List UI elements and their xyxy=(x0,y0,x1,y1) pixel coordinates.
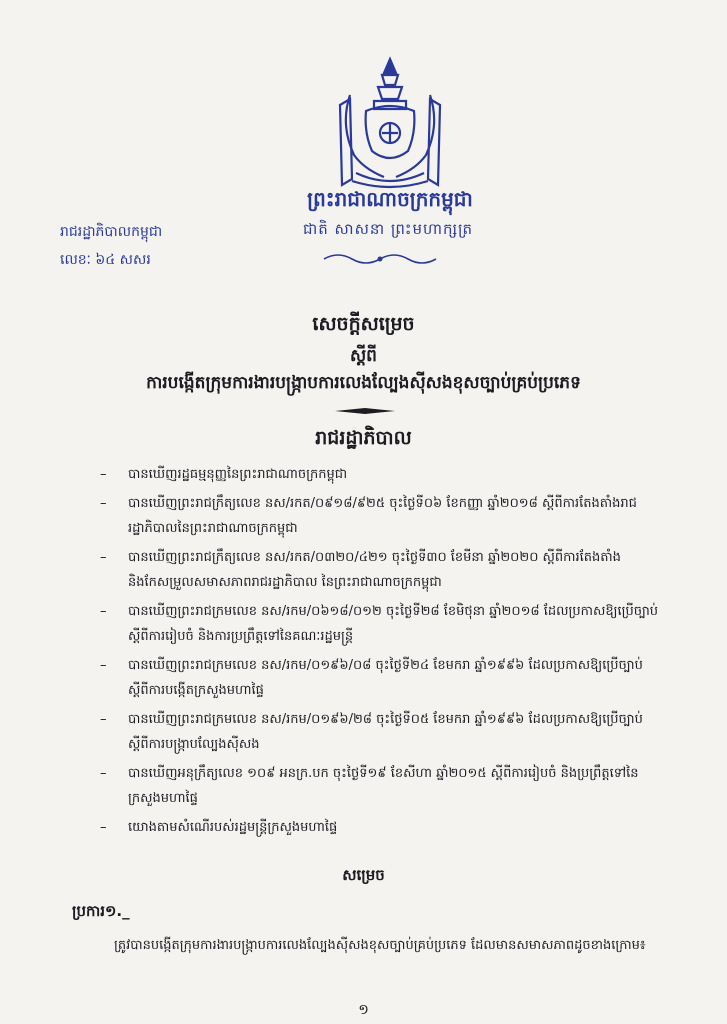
preamble-text: បានឃើញព្រះរាជក្រមលេខ នស/រកម/០១៩៦/០៨ ចុះថ្ងៃទី២៤ ខែមករា ឆ្នាំ១៩៩៦ ដែលប្រកាសឱ្យប្រើច្បាប់ស្តីពីការបង្កើតក្រសួងមហាផ្ទៃ xyxy=(128,658,643,698)
list-item: – បានឃើញព្រះរាជក្រឹត្យលេខ នស/រកត/០៣២០/៤២១ ចុះថ្ងៃទី៣០ ខែមីនា ឆ្នាំ២០២០ ស្តីពីការតែងតាំង និងកែសម្រួលសមាសភាពរាជរដ្ឋាភិបាល នៃព្រះរាជាណាចក្រកម្ពុជា xyxy=(100,550,621,590)
list-item: – បានឃើញអនុក្រឹត្យលេខ ១០៩ អនក្រ.បក ចុះថ្ងៃទី១៩ ខែសីហា ឆ្នាំ២០១៥ ស្តីពីការរៀបចំ និងប្រព្រឹត្តទៅនៃក្រសួងមហាផ្ទៃ xyxy=(100,766,639,806)
preamble-text: បានឃើញព្រះរាជក្រមលេខ នស/រកម/០១៩៦/២៨ ចុះថ្ងៃទី០៥ ខែមករា ឆ្នាំ១៩៩៦ ដែលប្រកាសឱ្យប្រើច្បាប់ស្តីពីការបង្ក្រាបល្បែងស៊ីសង xyxy=(128,712,643,752)
national-motto: ជាតិ សាសនា ព្រះមហាក្សត្រ xyxy=(302,220,474,238)
article-text: ត្រូវបានបង្កើតក្រុមការងារបង្ក្រាបការលេងល្បែងស៊ីសងខុសច្បាប់គ្រប់ប្រភេទ ដែលមានសមាសភាពដូចខាងក្រោម៖ xyxy=(114,938,646,953)
preamble-text: យោងតាមសំណើរបស់រដ្ឋមន្ត្រីក្រសួងមហាផ្ទៃ xyxy=(128,820,338,835)
ornament-divider-icon xyxy=(320,252,440,266)
document-title: សេចក្តីសម្រេច xyxy=(312,313,415,335)
title-divider-icon xyxy=(335,408,395,414)
issuer-heading: រាជរដ្ឋាភិបាល xyxy=(315,427,412,449)
reference-number: លេខៈ ៦៤ សសរ xyxy=(60,252,151,268)
preamble-text: បានឃើញរដ្ឋធម្មនុញ្ញនៃព្រះរាជាណាចក្រកម្ពុជា xyxy=(128,467,348,482)
decision-heading: សម្រេច xyxy=(342,866,385,884)
list-item: – បានឃើញព្រះរាជក្រមលេខ នស/រកម/០៦១៨/០១២ ចុះថ្ងៃទី២៨ ខែមិថុនា ឆ្នាំ២០១៨ ដែលប្រកាសឱ្យប្រើច្បាប់ស្តីពីការរៀបចំ និងការប្រព្រឹត្តទៅនៃគណៈរដ្ឋមន្ត្រី xyxy=(100,604,659,644)
list-item: – បានឃើញព្រះរាជក្រមលេខ នស/រកម/០១៩៦/២៨ ចុះថ្ងៃទី០៥ ខែមករា ឆ្នាំ១៩៩៦ ដែលប្រកាសឱ្យប្រើច្បាប់ស្តីពីការបង្ក្រាបល្បែងស៊ីសង xyxy=(100,712,643,752)
preamble-text: បានឃើញអនុក្រឹត្យលេខ ១០៩ អនក្រ.បក ចុះថ្ងៃទី១៩ ខែសីហា ឆ្នាំ២០១៥ ស្តីពីការរៀបចំ និងប្រព្រឹត្តទៅនៃក្រសួងមហាផ្ទៃ xyxy=(128,766,639,806)
list-item: – យោងតាមសំណើរបស់រដ្ឋមន្ត្រីក្រសួងមហាផ្ទៃ xyxy=(100,820,338,835)
title-subject: ការបង្កើតក្រុមការងារបង្ក្រាបការលេងល្បែងស៊ីសងខុសច្បាប់គ្រប់ប្រភេទ xyxy=(146,373,581,393)
list-item: – បានឃើញព្រះរាជក្រមលេខ នស/រកម/០១៩៦/០៨ ចុះថ្ងៃទី២៤ ខែមករា ឆ្នាំ១៩៩៦ ដែលប្រកាសឱ្យប្រើច្បាប់ស្តីពីការបង្កើតក្រសួងមហាផ្ទៃ xyxy=(100,658,643,698)
list-item: – បានឃើញព្រះរាជក្រឹត្យលេខ នស/រកត/០៩១៨/៩២៥ ចុះថ្ងៃទី០៦ ខែកញ្ញា ឆ្នាំ២០១៨ ស្តីពីការតែងតាំងរាជរដ្ឋាភិបាលនៃព្រះរាជាណាចក្រកម្ពុជា xyxy=(100,496,637,536)
article-label: ប្រការ១._ xyxy=(72,902,130,920)
preamble-text: បានឃើញព្រះរាជក្រឹត្យលេខ នស/រកត/០៣២០/៤២១ ចុះថ្ងៃទី៣០ ខែមីនា ឆ្នាំ២០២០ ស្តីពីការតែងតាំង និងកែសម្រួលសមាសភាពរាជរដ្ឋាភិបាល នៃព្រះរាជាណាចក្រកម្ពុជា xyxy=(128,550,621,590)
preamble-list xyxy=(100,462,660,844)
royal-emblem-icon xyxy=(330,55,450,190)
preamble-text: បានឃើញព្រះរាជក្រមលេខ នស/រកម/០៦១៨/០១២ ចុះថ្ងៃទី២៨ ខែមិថុនា ឆ្នាំ២០១៨ ដែលប្រកាសឱ្យប្រើច្បាប់ស្តីពីការរៀបចំ និងការប្រព្រឹត្តទៅនៃគណៈរដ្ឋមន្ត្រី xyxy=(128,604,659,644)
page-number: ១ xyxy=(358,1002,369,1018)
preamble-text: បានឃើញព្រះរាជក្រឹត្យលេខ នស/រកត/០៩១៨/៩២៥ ចុះថ្ងៃទី០៦ ខែកញ្ញា ឆ្នាំ២០១៨ ស្តីពីការតែងតាំងរាជរដ្ឋាភិបាលនៃព្រះរាជាណាចក្រកម្ពុជា xyxy=(128,496,637,536)
kingdom-name: ព្រះរាជាណាចក្រកម្ពុជា xyxy=(307,187,473,211)
title-subject-label: ស្តីពី xyxy=(350,346,377,366)
government-name: រាជរដ្ឋាភិបាលកម្ពុជា xyxy=(60,224,163,240)
list-item: – បានឃើញរដ្ឋធម្មនុញ្ញនៃព្រះរាជាណាចក្រកម្ពុជា xyxy=(100,467,348,482)
